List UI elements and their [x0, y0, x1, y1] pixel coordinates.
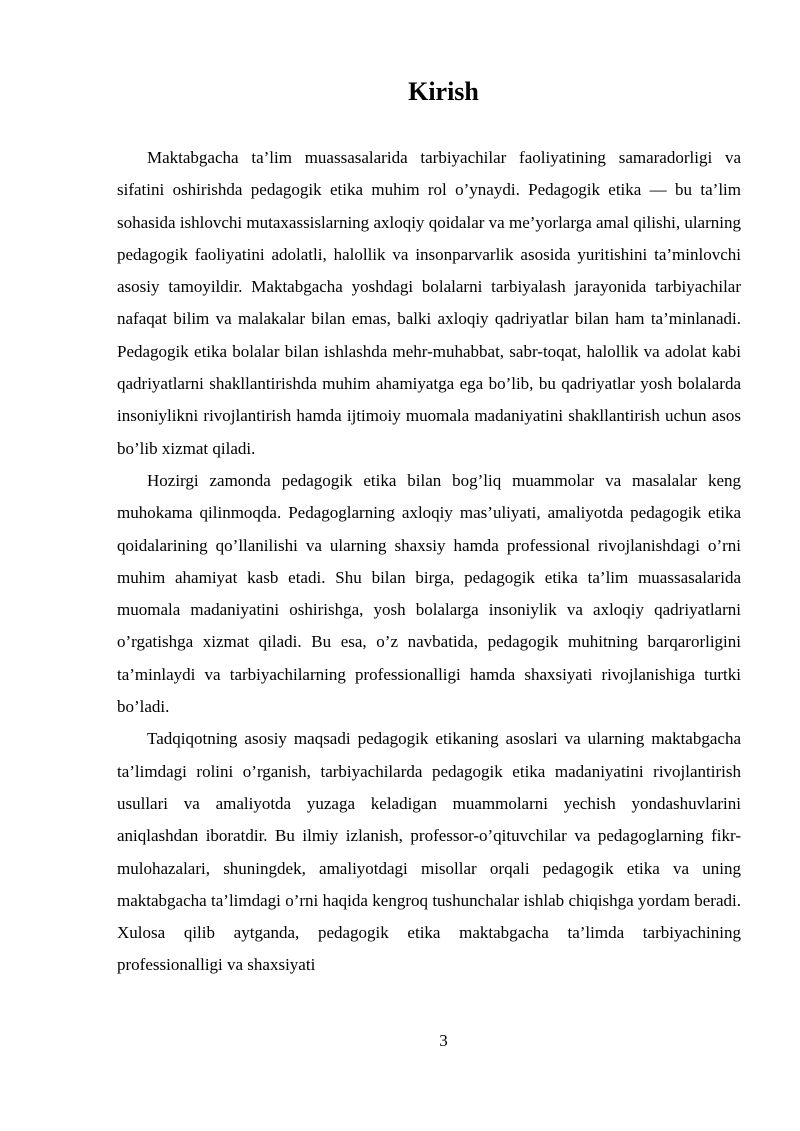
- page-number: 3: [439, 1031, 448, 1050]
- body-text: [117, 142, 741, 982]
- paragraph-2: Hozirgi zamonda pedagogik etika bilan bog’liq muammolar va masalalar keng muhokama qilinmoqda. Pedagoglarning axloqiy mas’uliyati, amaliyotda pedagogik etika qoidalarining qo’llanilishi va ularning shaxsiy hamda professional rivojlanishdagi o’rni muhim ahamiyat kasb etadi. Shu bilan birga, pedagogik etika ta’lim muassasalarida muomala madaniyatini oshirishga, yosh bolalarga insoniylik va axloqiy qadriyatlarni o’rgatishga xizmat qiladi. Bu esa, o’z navbatida, pedagogik muhitning barqarorligini ta’minlaydi va tarbiyachilarning professionalligi hamda shaxsiyati rivojlanishiga turtki bo’ladi.: [117, 470, 741, 717]
- paragraph-3: Tadqiqotning asosiy maqsadi pedagogik etikaning asoslari va ularning maktabgacha ta’limdagi rolini o’rganish, tarbiyachilarda pedagogik etika madaniyatini rivojlantirish usullari va amaliyotda yuzaga keladigan muammolarni yechish yondashuvlarini aniqlashdan iboratdir. Bu ilmiy izlanish, professor-o’qituvchilar va pedagoglarning fikr-mulohazalari, shuningdek, amaliyotdagi misollar orqali pedagogik etika va uning maktabgacha ta’limdagi o’rni haqida kengroq tushunchalar ishlab chiqishga yordam beradi. Xulosa qilib aytganda, pedagogik etika maktabgacha ta’limda tarbiyachining professionalligi va shaxsiyati: [117, 729, 741, 975]
- paragraph-1: Maktabgacha ta’lim muassasalarida tarbiyachilar faoliyatining samaradorligi va sifatini oshirishda pedagogik etika muhim rol o’ynaydi. Pedagogik etika — bu ta’lim sohasida ishlovchi mutaxassislarning axloqiy qoidalar va me’yorlarga amal qilishi, ularning pedagogik faoliyatini adolatli, halollik va insonparvarlik asosida yuritishini ta’minlovchi asosiy tamoyildir. Maktabgacha yoshdagi bolalarni tarbiyalash jarayonida tarbiyachilar nafaqat bilim va malakalar bilan emas, balki axloqiy qadriyatlar bilan ham ta’minlanadi. Pedagogik etika bolalar bilan ishlashda mehr-muhabbat, sabr-toqat, halollik va adolat kabi qadriyatlarni shakllantirishda muhim ahamiyatga ega bo’lib, bu qadriyatlar yosh bolalarda insoniylikni rivojlantirish hamda ijtimoiy muomala madaniyatini shakllantirish uchun asos bo’lib xizmat qiladi.: [117, 148, 741, 458]
- page-title: Kirish: [408, 77, 479, 106]
